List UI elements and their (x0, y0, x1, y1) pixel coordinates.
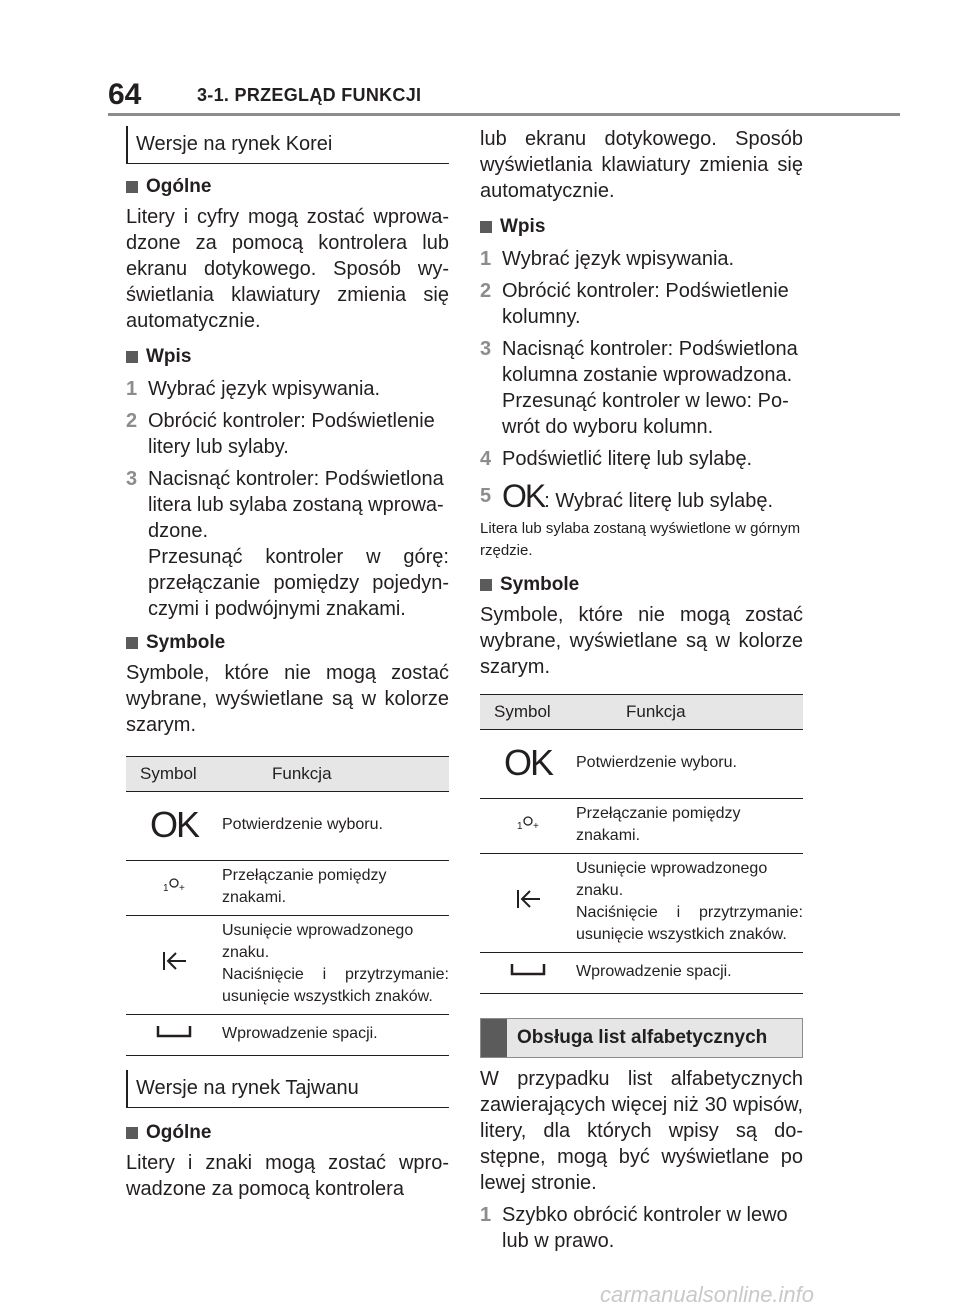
step-3: 3 Nacisnąć kontroler: Podświetlona litera lub sylaba zostaną wprowadzone. Przesunąć kontroler w górę: przełączanie pomiędzy pojedynczymi i podwójnymi znakami. (126, 468, 449, 620)
step-5: 5 OK: Wybrać literę lub sylabę. (480, 478, 774, 514)
square-bullet-icon (126, 351, 138, 363)
header-rule (108, 113, 900, 116)
general2-text: Litery i znaki mogą zostać wprowadzone za pomocą kontrolera (126, 1152, 449, 1200)
symbols-text-right: Symbole, które nie mogą zostać wybrane, wyświetlane są w kolorze szarym. (480, 604, 803, 678)
section-input: Wpis (126, 344, 449, 370)
square-bullet-icon (126, 637, 138, 649)
general-text: Litery i cyfry mogą zostać wprowadzone za pomocą kontrolera lub ekranu dotykowego. Sposób wyświetlania klawiatury zmienia się automatycznie. (126, 206, 449, 332)
left-column (126, 126, 449, 1202)
ok-icon: OK (502, 478, 545, 514)
watermark: carmanualsonline.info (600, 1282, 815, 1307)
table-row: 1 + Przełączanie pomiędzy znakami. (480, 799, 803, 854)
table-row: Usunięcie wprowadzonego znaku. Naciśnięcie i przytrzymanie: usunięcie wszystkich znaków. (480, 854, 803, 953)
table-row: Wprowadzenie spacji. (480, 953, 803, 994)
section-input-right: Wpis (480, 214, 803, 240)
section-general: Ogólne (126, 174, 449, 200)
table-row: Usunięcie wprowadzonego znaku. Naciśnięcie i przytrzymanie: usunięcie wszystkich znaków. (126, 916, 449, 1015)
switch-chars-icon (515, 819, 541, 836)
step-3: 3 Nacisnąć kontroler: Podświetlona kolumna zostanie wprowadzona. Przesunąć kontroler w lewo: Powrót do wyboru kolumn. (480, 338, 798, 438)
svg-text:+: + (179, 882, 185, 894)
square-bullet-icon (126, 1127, 138, 1139)
section-general-2: Ogólne (126, 1120, 449, 1146)
symbols-table (126, 756, 449, 1056)
symbols-table-right (480, 694, 803, 994)
banner-block (481, 1019, 507, 1057)
alpha-list-text: W przypadku list alfabetycznych zawierających więcej niż 30 wpisów, litery, dla których wpisy są dostępne, mogą być wyświetlane po lewej stronie. (480, 1068, 803, 1194)
step-4: 4 Podświetlić literę lub sylabę. (480, 448, 753, 470)
step-note: Litera lub sylaba zostaną wyświetlone w górnym rzędzie. (480, 520, 801, 559)
section-symbols-right: Symbole (480, 572, 803, 598)
table-row: OK Potwierdzenie wyboru. (480, 730, 803, 799)
step-1: 1 Wybrać język wpisywania. (480, 248, 735, 270)
backspace-icon (514, 897, 542, 914)
square-bullet-icon (126, 181, 138, 193)
table-row: 1 + Przełączanie pomiędzy znakami. (126, 861, 449, 916)
ok-icon: OK (503, 741, 552, 783)
col-symbol: Symbol (480, 695, 576, 730)
table-row: OK Potwierdzenie wyboru. (126, 792, 449, 861)
col-function: Funkcja (576, 695, 803, 730)
table-row: Wprowadzenie spacji. (126, 1015, 449, 1056)
svg-text:1: 1 (163, 882, 169, 894)
switch-chars-icon (161, 881, 187, 898)
alpha-list-title: Obsługa list alfabetycznych (507, 1019, 802, 1057)
space-icon (156, 1025, 192, 1042)
continued-text: lub ekranu dotykowego. Sposób wyświetlania klawiatury zmienia się automatycznie. (480, 128, 803, 202)
svg-text:+: + (533, 820, 539, 832)
step-2: 2 Obrócić kontroler: Podświetlenie litery lub sylaby. (126, 410, 435, 458)
svg-text:1: 1 (517, 820, 523, 832)
symbols-text: Symbole, które nie mogą zostać wybrane, wyświetlane są w kolorze szarym. (126, 662, 449, 736)
col-function: Funkcja (222, 757, 449, 792)
step-2: 2 Obrócić kontroler: Podświetlenie kolumny. (480, 280, 789, 328)
square-bullet-icon (480, 221, 492, 233)
chapter-title: 3-1. PRZEGLĄD FUNKCJI (197, 85, 422, 105)
step-1: 1 Wybrać język wpisywania. (126, 378, 381, 400)
col-symbol: Symbol (126, 757, 222, 792)
ok-icon: OK (149, 803, 198, 845)
alpha-list-banner (480, 1018, 803, 1058)
page-number: 64 (108, 78, 142, 111)
right-column (480, 126, 803, 1254)
backspace-icon (160, 959, 188, 976)
space-icon (510, 963, 546, 980)
version-taiwan-heading: Wersje na rynek Tajwanu (126, 1070, 449, 1108)
version-korea-heading: Wersje na rynek Korei (126, 126, 449, 164)
step-1: 1 Szybko obrócić kontroler w lewo lub w prawo. (480, 1204, 788, 1252)
section-symbols: Symbole (126, 630, 449, 656)
square-bullet-icon (480, 579, 492, 591)
